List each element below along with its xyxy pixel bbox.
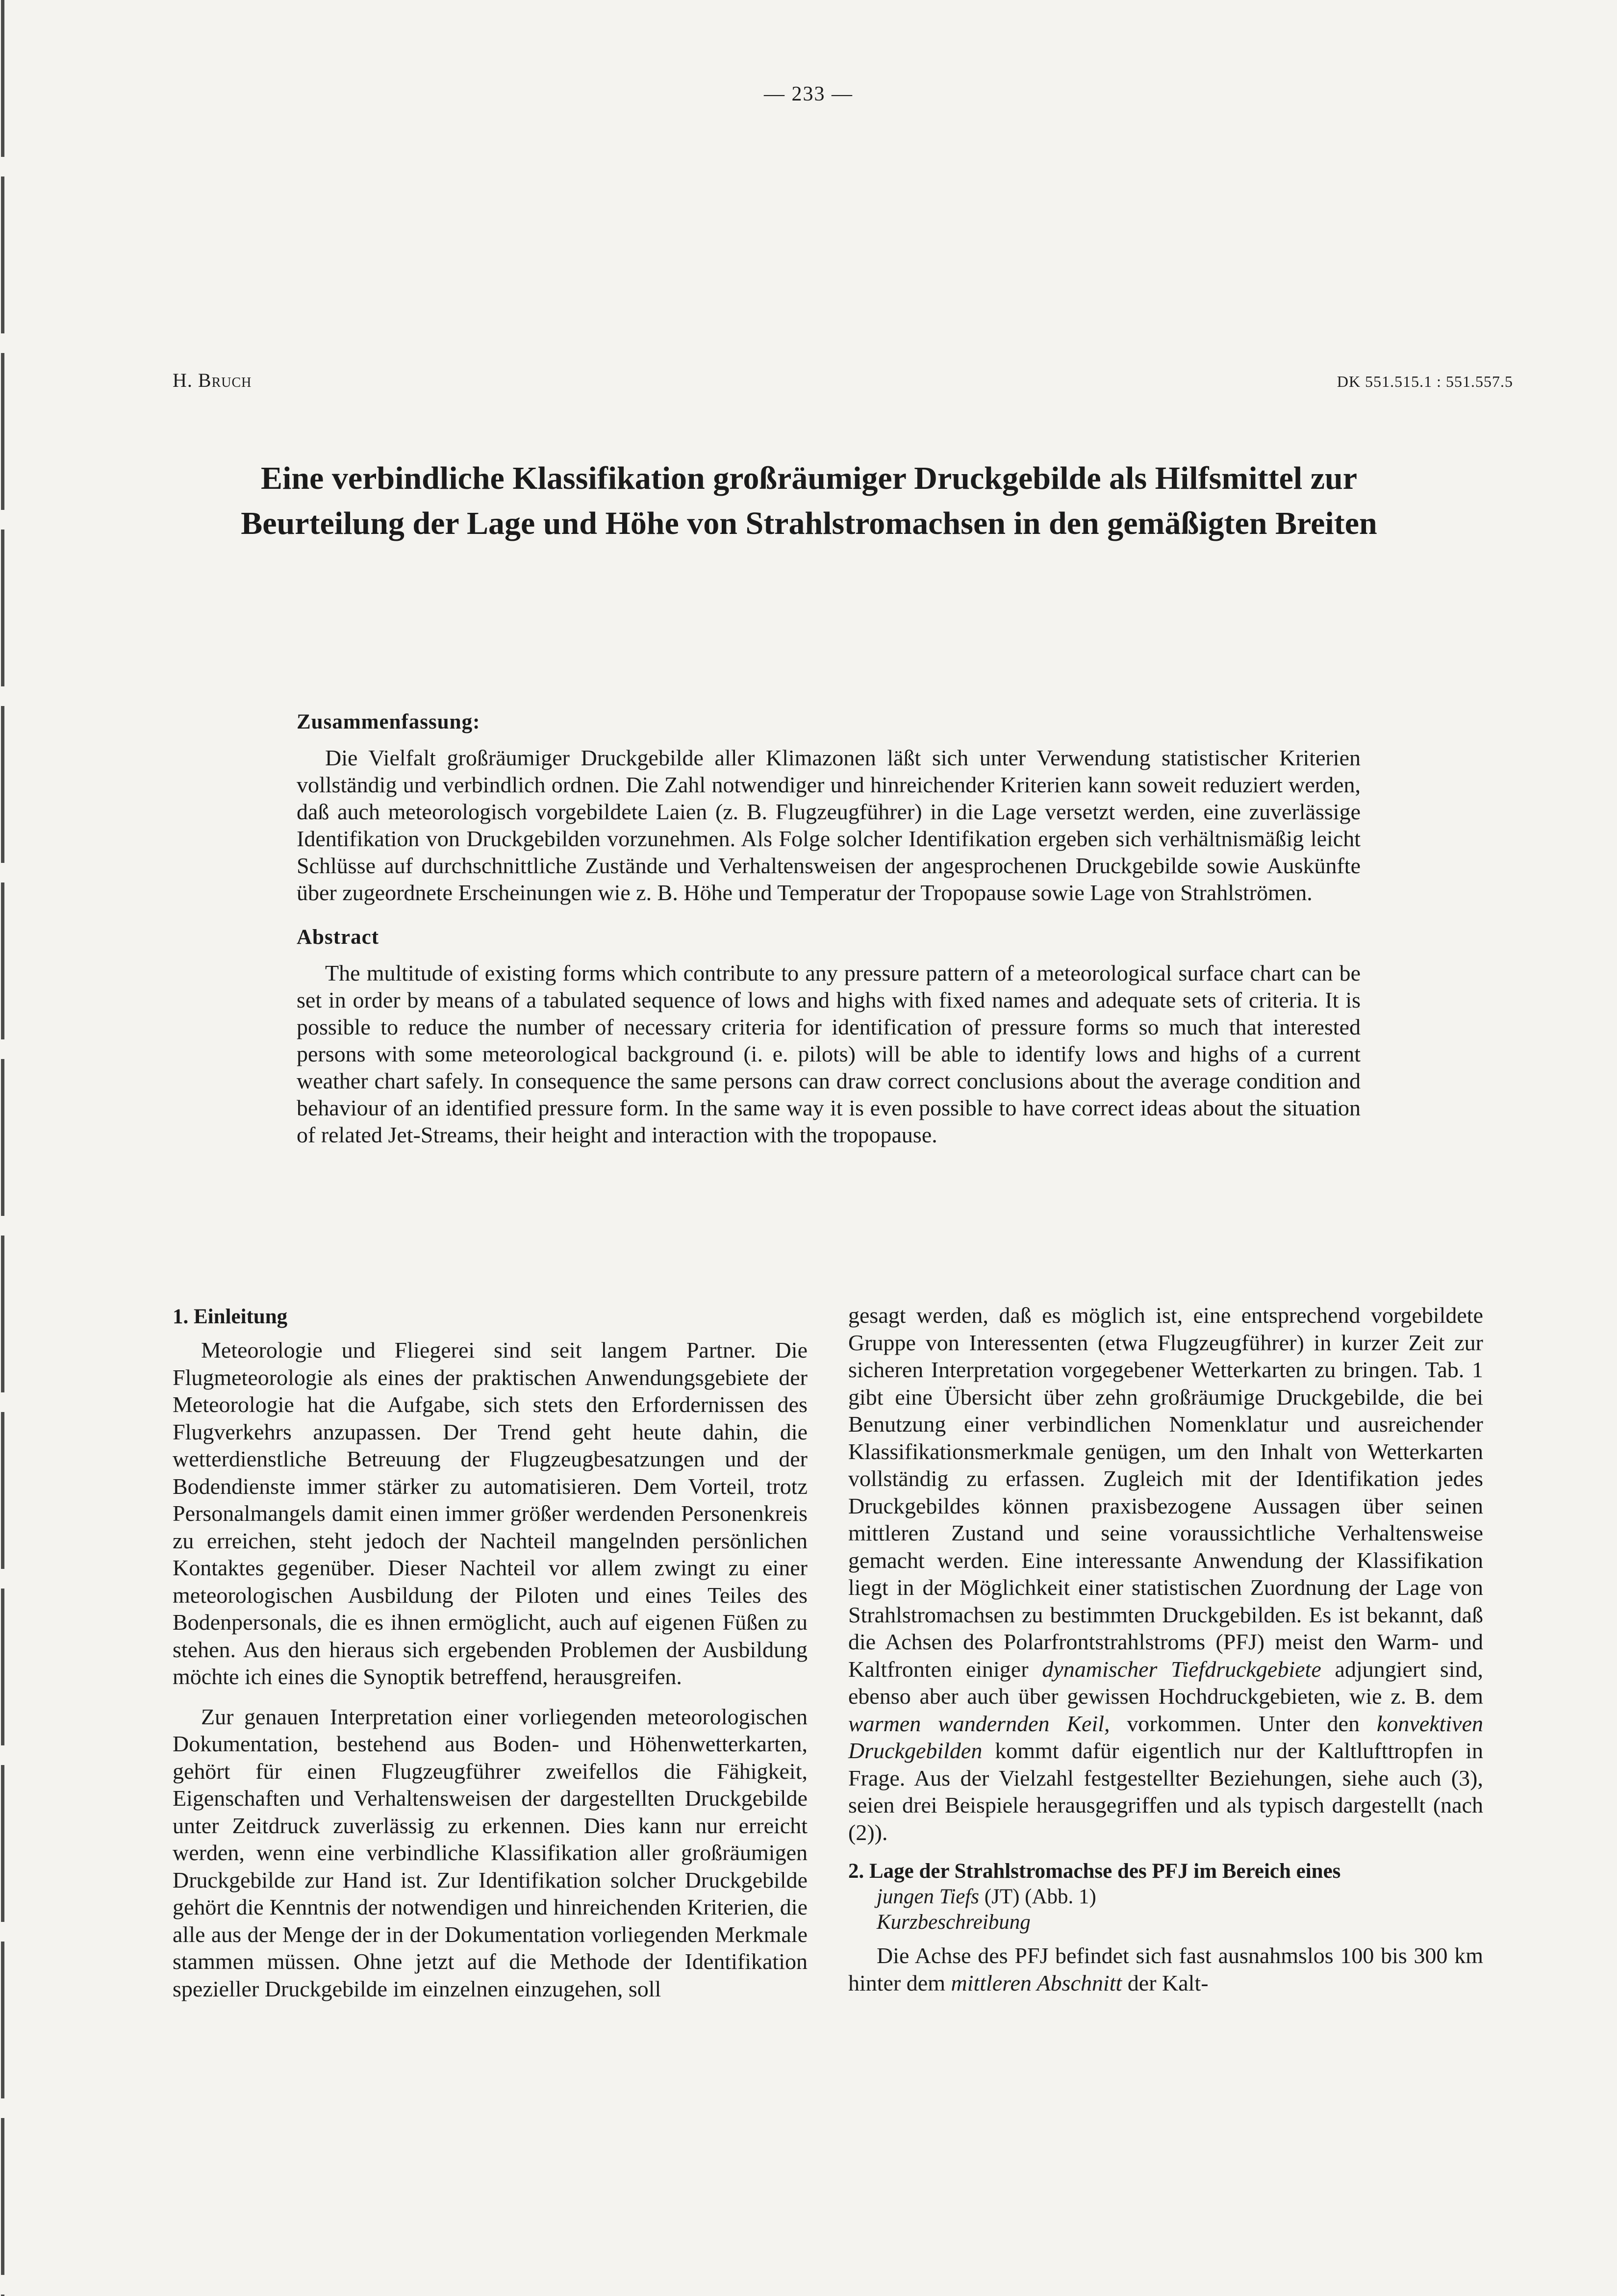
column-left (173, 1304, 808, 2015)
binding-edge (1, 0, 4, 2296)
emphasis: dynamischer Tiefdruckgebiete (1042, 1656, 1321, 1682)
emphasis: konvektiven Druckgebilden (848, 1711, 1484, 1763)
title-line-2: Beurteilung der Lage und Höhe von Strahlstromachsen in den gemäßigten Breiten (241, 505, 1377, 541)
section-1-paragraph-1: Meteorologie und Fliegerei sind seit langem Partner. Die Flugmeteorologie als eines der praktischen Anwendungsgebiete der Meteorologie hat die Aufgabe, sich stets den Erfordernissen des Flugverkehrs anzupassen. Der Trend geht heute dahin, die wetterdienstliche Betreuung der Flugzeugbesatzungen und der Bodendienste immer stärker zu automatisieren. Dem Vorteil, trotz Personalmangels damit einen immer größer werdenden Personenkreis zu erreichen, steht jedoch der Nachteil mangelnden persönlichen Kontaktes gegenüber. Dieser Nachteil vor allem zwingt zu einer meteorologischen Ausbildung der Piloten und eines Teiles des Bodenpersonals, die es ihnen ermöglicht, auch auf eigenen Füßen zu stehen. Aus den hieraus sich ergebenden Problemen der Ausbildung möchte ich eines die Synoptik betreffend, herausgreifen. (173, 1337, 808, 1689)
author-initial: H. (173, 369, 193, 391)
section-2-kurzbeschreibung: Kurzbeschreibung (877, 1911, 1031, 1934)
summary-text: Die Vielfalt großräumiger Druckgebilde aller Klimazonen läßt sich unter Verwendung statistischer Kriterien vollständig und verbindlich ordnen. Die Zahl notwendiger und hinreichender Kriterien kann soweit reduziert werden, daß auch meteorologisch vorgebildete Laien (z. B. Flugzeugführer) in die Lage versetzt werden, eine zuverlässige Identifikation von Druckgebilden vorzunehmen. Als Folge solcher Identifikation ergeben sich verhältnismäßig leicht Schlüsse auf durchschnittliche Zustände und Verhaltensweisen der angesprochenen Druckgebilde sowie Auskünfte über zugeordnete Erscheinungen wie z. B. Höhe und Temperatur der Tropopause sowie Lage von Strahlströmen. (297, 745, 1361, 905)
emphasis: jungen Tiefs (877, 1885, 980, 1908)
text-run: (JT) (Abb. 1) (979, 1885, 1096, 1908)
paper-title (147, 456, 1471, 546)
section-1-paragraph-2: Zur genauen Interpretation einer vorliegenden meteorologischen Dokumentation, bestehend aus Boden- und Höhenwetterkarten, gehört für einen Flugzeugführer zweifellos die Fähigkeit, Eigenschaften und Verhaltensweisen der dargestellten Druckgebilde unter Zeitdruck zuverlässig zu erkennen. Dies kann nur erreicht werden, wenn eine verbindliche Klassifikation aller großräumigen Druckgebilde zur Hand ist. Zur Identifikation solcher Druckgebilde gehört die Kenntnis der notwendigen und hinreichenden Kriterien, die alle aus der Menge der in der Dokumentation vorliegenden Merkmale stammen müssen. Ohne jetzt auf die Methode der Identifikation spezieller Druckgebilde im einzelnen einzugehen, soll (173, 1704, 808, 2001)
dk-classification: DK 551.515.1 : 551.557.5 (1337, 373, 1513, 390)
text-run: adjungiert sind, ebenso aber auch über gewissen Hochdruckgebieten, wie z. B. dem (848, 1656, 1483, 1709)
section-2-paragraph-1 (848, 1942, 1483, 1996)
text-run: vorkommen. Unter den (1110, 1711, 1377, 1736)
author (173, 369, 252, 392)
text-run: der Kalt- (1122, 1970, 1209, 1995)
emphasis: mittleren Abschnitt (951, 1970, 1122, 1995)
section-1-heading: 1. Einleitung (173, 1305, 288, 1328)
column-right (848, 1302, 1483, 2009)
abstract-text: The multitude of existing forms which contribute to any pressure pattern of a meteorological surface chart can be set in order by means of a tabulated sequence of lows and highs with fixed names and adequate sets of criteria. It is possible to reduce the number of necessary criteria for identification of pressure forms so much that interested persons with some meteorological background (i. e. pilots) will be able to identify lows and highs of a current weather chart safely. In consequence the same persons can draw correct conclusions about the average condition and behaviour of an identified pressure form. In the same way it is even possible to have correct ideas about the situation of related Jet-Streams, their height and interaction with the tropopause. (297, 960, 1361, 1147)
text-run: gesagt werden, daß es möglich ist, eine entsprechend vorgebildete Gruppe von Interessenten (etwa Flugzeugführer) in kurzer Zeit zur sicheren Interpretation vorgegebener Wetterkarten zu bringen. Tab. 1 gibt eine Übersicht über zehn großräumige Druckgebilde, die bei Benutzung einer verbindlichen Nomenklatur und ausreichender Klassifikationsmerkmale genügen, um den Inhalt von Wetterkarten vollständig zu erfassen. Zugleich mit der Identifikation jedes Druckgebildes können praxisbezogene Aussagen über seinen mittleren Zustand und seine voraussichtliche Verhaltensweise gemacht werden. Eine interessante Anwendung der Klassifikation liegt in der Möglichkeit einer statistischen Zuordnung der Lage von Strahlstromachsen zu bestimmten Druckgebilden. Es ist bekannt, daß die Achsen des Polarfrontstrahlstroms (PFJ) meist den Warm- und Kaltfronten einiger (848, 1303, 1483, 1682)
summary-heading: Zusammenfassung: (297, 710, 480, 733)
title-line-1: Eine verbindliche Klassifikation großräumiger Druckgebilde als Hilfsmittel zur (260, 460, 1358, 496)
section-1-paragraph-3 (848, 1302, 1483, 1846)
section-2-title: 2. Lage der Strahlstromachse des PFJ im Bereich eines (848, 1860, 1341, 1883)
abstract-heading: Abstract (297, 926, 379, 949)
section-2-heading (848, 1859, 1483, 1935)
text-run: Die Achse des PFJ befindet sich fast ausnahmslos 100 bis 300 km hinter dem (848, 1943, 1483, 1995)
emphasis: warmen wandernden Keil, (848, 1711, 1110, 1736)
text-run: kommt dafür eigentlich nur der Kaltlufttropfen in Frage. Aus der Vielzahl festgestellter Beziehungen, siehe auch (3), seien drei Beispiele herausgegriffen und als typisch dargestellt (nach (2)). (848, 1738, 1483, 1845)
section-2-subtitle (848, 1884, 1483, 1910)
page-number: — 233 — (764, 83, 853, 105)
abstract-block (297, 708, 1361, 1166)
author-surname: Bruch (198, 369, 252, 391)
